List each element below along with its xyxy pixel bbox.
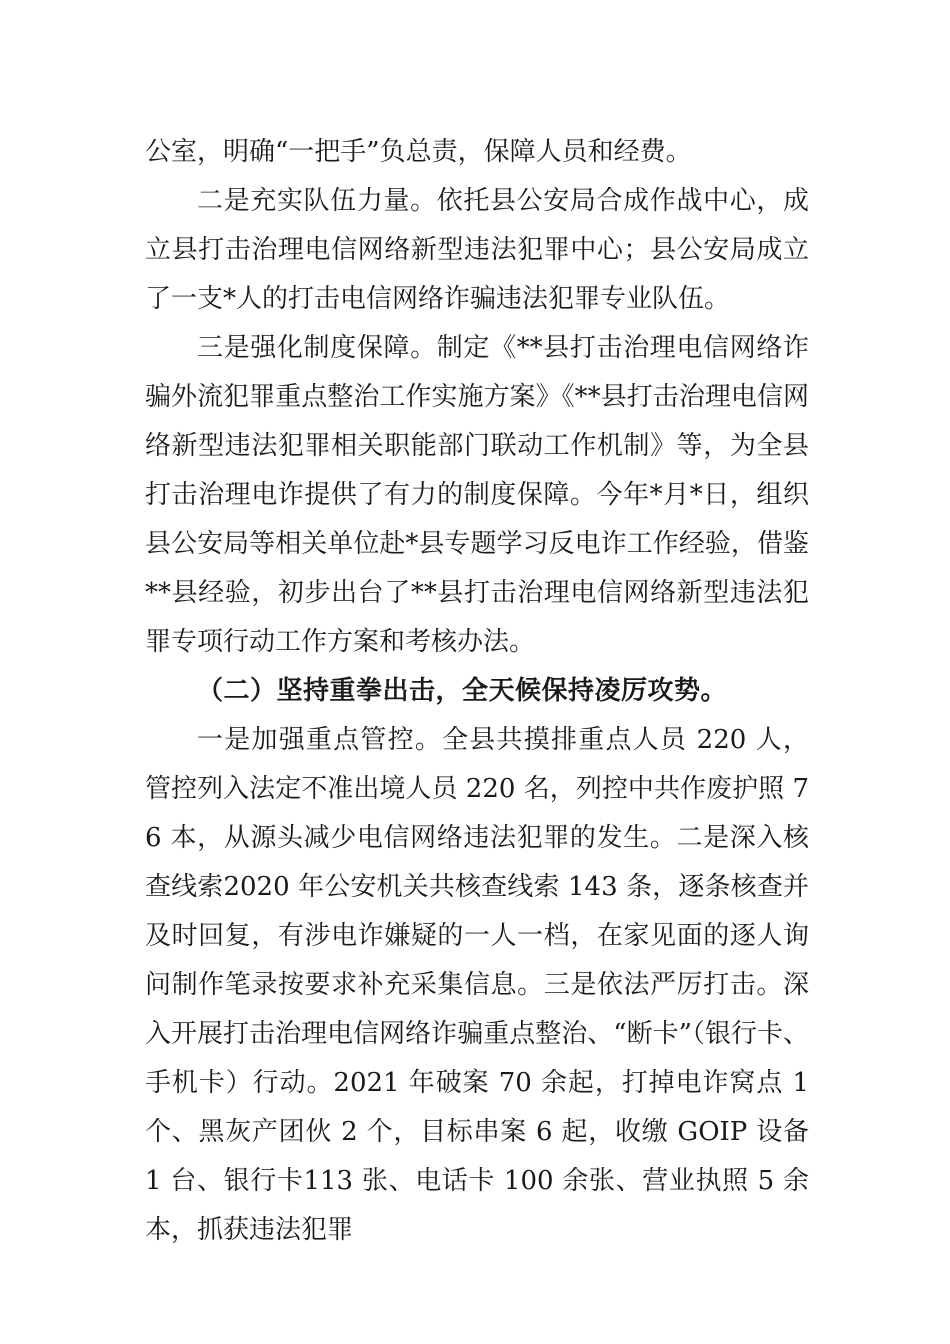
paragraph-key-control: 一是加强重点管控。全县共摸排重点人员 220 人，管控列入法定不准出境人员 220 名，列控中共作废护照 76 本，从源头减少电信网络违法犯罪的发生。二是深入核查线索2020 年公安机关共核查线索 143 条，逐条核查并及时回复，有涉电诈嫌疑的一人一档，在家见面的逐人询问制作笔录按要求补充采集信息。三是依法严厉打击。深入开展打击治理电信网络诈骗重点整治、“断卡”（银行卡、手机卡）行动。2021 年破案 70 余起，打掉电诈窝点 1 个、黑灰产团伙 2 个，目标串案 6 起，收缴 GOIP 设备 1 台、银行卡113 张、电话卡 100 余张、营业执照 5 余本，抓获违法犯罪 bbox=[145, 725, 809, 1245]
paragraph-continuation: 公室，明确“一把手”负总责，保障人员和经费。 bbox=[145, 137, 692, 167]
paragraph-team-strength: 二是充实队伍力量。依托县公安局合成作战中心，成立县打击治理电信网络新型违法犯罪中心；县公安局成立了一支*人的打击电信网络诈骗违法犯罪专业队伍。 bbox=[145, 186, 809, 314]
section-heading: （二）坚持重拳出击，全天候保持凌厉攻势。 bbox=[197, 676, 728, 706]
document-body bbox=[145, 128, 809, 1255]
paragraph-system-guarantee: 三是强化制度保障。制定《**县打击治理电信网络诈骗外流犯罪重点整治工作实施方案》《**县打击治理电信网络新型违法犯罪相关职能部门联动工作机制》等，为全县打击治理电诈提供了有力的制度保障。今年*月*日，组织县公安局等相关单位赴*县专题学习反电诈工作经验，借鉴**县经验，初步出台了**县打击治理电信网络新型违法犯罪专项行动工作方案和考核办法。 bbox=[145, 333, 809, 657]
